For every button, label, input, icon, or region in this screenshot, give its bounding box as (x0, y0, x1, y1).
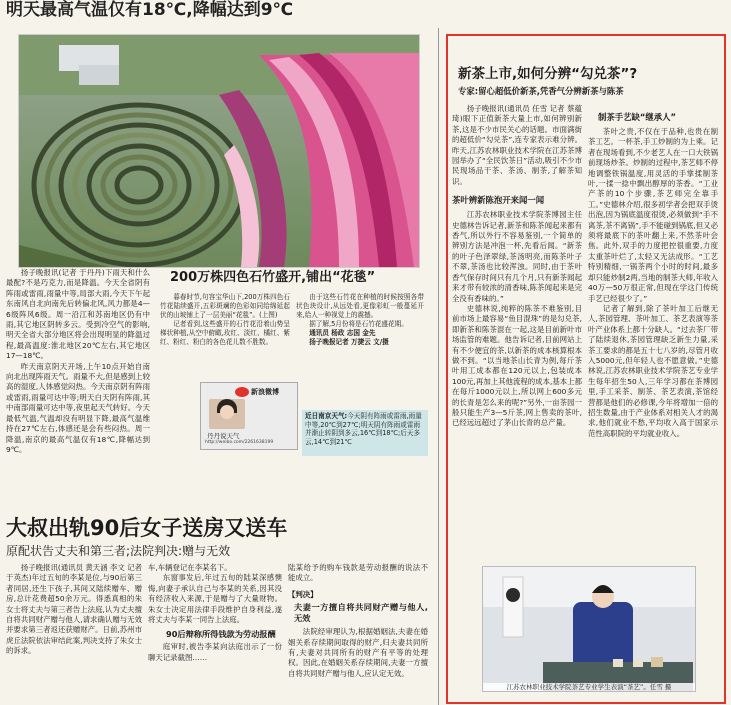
crime-para-1: 扬子晚报讯(通讯员 黄天涵 李文 记者 于英杰)年过五旬的李某是位,与90后第三者同居,还生下孩子,其间又陆续赠车、赠房,总计花费超50余万元。得悉真相的朱女士将丈夫与第三者告上法庭,认为丈夫擅自将共同财产赠与他人,请求确认赠与无效并要求第三者返还获赠财产。日前,苏州市虎丘法院依法审结此案,判决支持了朱女士的诉求。 (6, 563, 142, 656)
tea-para-5: 记者了解到,除了茶叶加工后继无人,茶园管理、茶叶加工、茶艺表演等茶叶产业体系上都十分缺人。“过去茶厂带了陆续退休,茶园管理缺乏新生力量,采茶工要求的都是五十七八岁的,尽管月收入5000元,但年轻人也不愿意做。”史德林说,江苏农林职业技术学院茶艺专业学生每年招生50人,三年学习都在茶博园里,手工采茶、制茶、茶艺表演,茶馆经营都是他们的必修课,今年将增加一倍的招生数量,由于产业体系对相关人才的渴求,他们就业不愁,平均收入高于国家示范性高职院的平均就业收入。 (588, 303, 718, 438)
tea-section-b: 制茶手艺缺“继承人” (598, 112, 677, 122)
weather-para-2: 昨天南京阴天开场,上午10点开始自南向北出现阵雨天气。雨量不大,但是感到上较高的湿度,人体感觉闷热。今天南京阴有阵雨或雷雨,雨量可达中等;明天白天阴有阵雨,其中南部雨量可达中等,夜里起天气转好。今天最低气温,气温却没有明显下降,最高气温维持在27℃左右,体感还是会有些闷热。周一降温,南京的最高气温仅有18℃,降幅达到9℃。 (6, 361, 150, 454)
tea-article-box (446, 34, 726, 704)
flower-field-photo (18, 34, 420, 268)
tea-photo-caption: 江苏农林职业技术学院茶艺专业学生表演“茶艺”。任雪 摄 (483, 683, 695, 691)
crime-headline: 大叔出轨90后女子送房又送车 (6, 516, 288, 540)
tea-ceremony-illustration (483, 567, 695, 691)
flower-article-title: 200万株四色石竹盛开,铺出“花毯” (170, 270, 376, 285)
flower-para-1: 暮春时节,句容宝华山下,200万株四色石竹花陆续盛开,五彩斑斓的色彩如同给绵延起伏的山坡铺上了一层美丽“花毯”。(上图) (160, 293, 290, 319)
flower-article-col2 (296, 293, 424, 373)
forecast-text: 今天阴有阵雨或雷雨,雨量中等,20℃到27℃;明天阴有阵雨或雷雨并渐止转阴到多云,16℃到18℃;后天多云,14℃到21℃ (305, 412, 422, 446)
weibo-logo-icon (235, 387, 249, 397)
flower-credit: 通讯员 杨政 志国 金先 (309, 329, 376, 337)
flower-para-4: 据了解,5月份将是石竹花盛花期。 (309, 320, 408, 328)
tea-para-1: 扬子晚报讯(通讯员 任雪 记者 蔡蕴琦)眼下正值新茶大量上市,如何辨别新茶,这是不少市民关心的话题。市面满街的超低价“勾兑茶”,连专家表示难分辨。昨天,江苏农林职业技术学院在江苏茶博园举办了“全民饮茶日”活动,吸引不少市民现场品干茶、茶汤、制茶,了解茶知识。 (452, 104, 582, 186)
flower-article-col1 (160, 293, 290, 373)
crime-para-2c: 庭审时,被告李某向法庭出示了一份聊天记录截图…… (148, 642, 282, 662)
forecast-box (302, 410, 428, 456)
weibo-box (200, 382, 298, 450)
forecast-title: 近日南京天气: (305, 412, 348, 420)
crime-judgement-label: 【判决】 (288, 589, 318, 599)
flower-para-2: 记者看到,这些盛开的石竹花沿着山势呈梯状种植,从空中俯瞰,玫红、淡红、橘红、紫红、粉红、粉白的各色花儿数不胜数。 (160, 320, 290, 346)
weather-para-1: 扬子晚报讯(记者 于丹丹)下雨天和什么最配?不是巧克力,而是降温。今天全省阴有阵雨或雷雨,雨量中等,局部大雨,今天下午起东南风自北向南先后转偏北风,风力都是4—6级阵风6级。周一沿江和苏南地区仍有中雨,其它地区阴转多云。受到冷空气的影响,明天全省大部分地区将会出现明显的降温过程,最高温度:淮北地区20℃左右,其它地区17—18℃。 (6, 268, 150, 361)
crime-col-3 (288, 563, 428, 705)
weibo-avatar (209, 399, 245, 429)
tea-subtitle: 专家:留心超低价新茶,凭香气分辨新茶与陈茶 (458, 86, 624, 96)
crime-subhead-2: 90后辩称所得钱款为劳动报酬 (166, 629, 276, 640)
top-headline: 明天最高气温仅有18℃,降幅达到9℃ (6, 0, 294, 20)
flower-credit-2: 扬子晚报记者 万捷云 文/摄 (309, 338, 389, 346)
tea-ceremony-photo (482, 566, 696, 692)
top-headline-strip (6, 0, 426, 24)
crime-para-2b: 东窗事发后,年过五旬的陆某深感懊悔,向妻子承认自己与李某的关系,因其没有经济收入来源,于是赠与了大量财物。朱女士决定用法律手段维护自身利益,遂将丈夫与李某一同告上法庭。 (148, 573, 282, 625)
tea-col-b (588, 104, 718, 560)
flower-field-illustration (19, 35, 419, 267)
crime-subhead: 原配状告丈夫和第三者;法院判决:赠与无效 (6, 544, 231, 558)
crime-para-3b: 法院经审理认为,根据婚姻法,夫妻在婚姻关系存续期间取得的财产,归夫妻共同所有,夫妻对共同所有的财产有平等的处理权。因此,在婚姻关系存续期间,夫妻一方擅自将共同财产赠与他人,应认定无效。 (288, 627, 428, 678)
tea-section-a: 茶叶辨新陈泡开来闻一闻 (452, 195, 545, 206)
flower-para-3: 由于这些石竹花在种植的时候按照各带状色块设计,从远处看,更像彩虹一般蔓延开来,给人一种视觉上的震撼。 (296, 293, 424, 319)
crime-para-3a: 陆某给予的购车钱款是劳动报酬的说法不能成立。 (288, 563, 428, 583)
column-divider (438, 28, 439, 705)
tea-para-3: 史德林说,纯粹的陈茶不难鉴别,目前市场上最容易“鱼目混珠”的是勾兑茶,即新茶和陈茶混在一起,这是目前新叶市场监管的难题。他告诉记者,目前网站上有不少便宜的茶,以新茶的成本核算根本做不到。“以当地茶山长青为例,每斤茶叶用工成本都在120元以上,包装成本100元,再加上其他流程的成本,基本上都在每斤1000元以上,所以网上600多元的长青是怎么来的呢?”另外,一亩茶园一般只能生产3—5斤茶,网上售卖的茶叶,已经远远超过了茅山长青的总产量。 (452, 303, 582, 428)
weibo-caption: 丹丹说天气 (207, 432, 240, 440)
weibo-url: http://weibo.com/2261638199 (205, 440, 274, 445)
crime-col-2 (148, 563, 282, 705)
tea-para-4: 茶叶之贵,不仅在于品种,也贵在制茶工艺。一杯茶,手工炒制的为上乘。记者在现场看到,不少老艺人在一口大铁锅前现场炒茶。炒制的过程中,茶艺师不停地调整铁锅温度,用灵活的手掌揉制茶叶,一揉一捻中飘出醇厚的茶香。“工业产茶的10个步骤,茶艺师完全靠手工。”史德林介绍,很多初学者会把双手烫出泡,因为锅底温度很烫,必须做到“手不离茶,茶不离锅”,手不能碰到锅底,但又必须将最底下的茶叶翻上来,不然茶叶会焦。此外,双手的力度把控很重要,力度太重茶叶烂了,太轻又无法成形。“工艺特别精细,一锅茶两个小时的时间,最多却只能炒制2两,当地的制茶大师,年收入40万—50万很正常,但现在学这门传统手艺已经很少了。” (588, 127, 718, 303)
weibo-brand: 新浪微博 (251, 388, 279, 396)
crime-col-1 (6, 563, 142, 705)
crime-para-2a: 车,车辆登记在李某名下。 (148, 563, 232, 572)
tea-title: 新茶上市,如何分辨“勾兑茶”? (458, 66, 638, 82)
tea-para-2: 江苏农林职业技术学院茶博园主任史德林告诉记者,新茶和陈茶闻起来都有香气,所以外行不容易鉴别,一个简单的辨别方法是冲泡一杯,先看后闻。“新茶的叶子色泽翠绿,茶汤明亮,而陈茶叶子不翠,茶汤也比较浑浊。同时,由于茶叶香气保存时间只有几个月,只有新茶闻起来才带有较浓的清香味,陈茶闻起来是完全没有香味的。” (452, 210, 582, 303)
tea-col-a (452, 104, 582, 560)
weather-article (6, 268, 150, 464)
crime-subhead-3: 夫妻一方擅自将共同财产赠与他人,无效 (294, 602, 428, 624)
